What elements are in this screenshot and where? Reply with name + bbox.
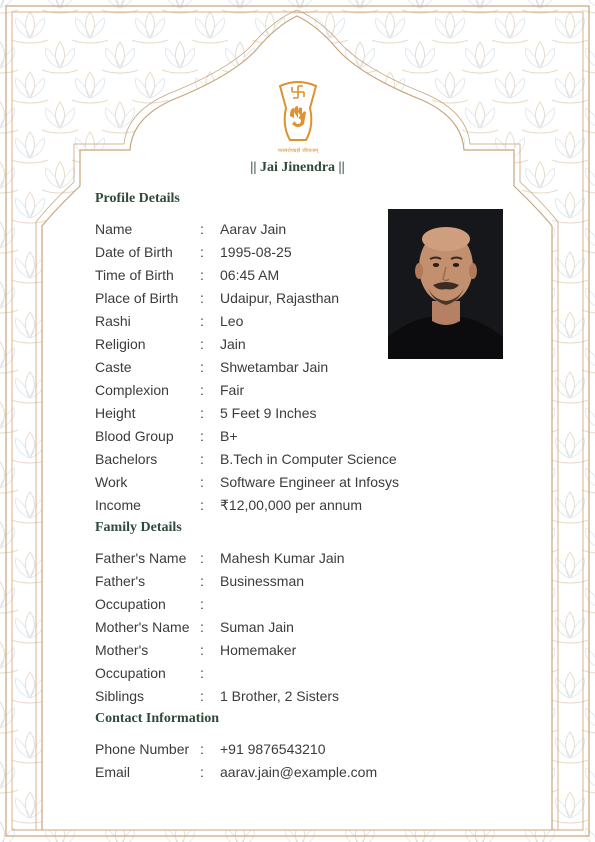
row-separator: : — [200, 336, 204, 352]
row-label: Date of Birth — [95, 244, 173, 260]
row-value: Software Engineer at Infosys — [220, 474, 399, 490]
profile-details-title: Profile Details — [95, 191, 180, 206]
family-details-title: Family Details — [95, 520, 182, 535]
row-label: Religion — [95, 336, 146, 352]
row-separator: : — [200, 267, 204, 283]
row-label: Height — [95, 405, 136, 421]
row-separator: : — [200, 573, 204, 589]
row-label: Name — [95, 221, 133, 237]
row-value: Businessman — [220, 573, 305, 589]
row-value: aarav.jain@example.com — [220, 764, 378, 780]
row-separator: : — [200, 405, 204, 421]
row-label: Mother's Name — [95, 619, 190, 635]
row-label: Phone Number — [95, 741, 190, 757]
row-label: Email — [95, 764, 131, 780]
row-value: 5 Feet 9 Inches — [220, 405, 317, 421]
row-label: Father's Name — [95, 550, 187, 566]
row-value: Udaipur, Rajasthan — [220, 290, 340, 306]
row-label: Siblings — [95, 688, 145, 704]
row-label: Income — [95, 497, 141, 513]
portrait-illustration — [388, 209, 503, 359]
row-value: B.Tech in Computer Science — [220, 451, 397, 467]
row-separator: : — [200, 290, 204, 306]
row-separator: : — [200, 619, 204, 635]
profile-photo — [388, 209, 503, 359]
row-separator: : — [200, 665, 204, 681]
row-value: 1995-08-25 — [220, 244, 292, 260]
row-value: Aarav Jain — [220, 221, 287, 237]
row-value: Fair — [220, 382, 245, 398]
row-separator: : — [200, 313, 204, 329]
row-separator: : — [200, 244, 204, 260]
row-label: Occupation — [95, 665, 166, 681]
row-label: Time of Birth — [95, 267, 174, 283]
row-label: Blood Group — [95, 428, 174, 444]
emblem-caption: परस्परोपग्रहो जीवानाम् — [277, 148, 319, 154]
row-value: 1 Brother, 2 Sisters — [220, 688, 340, 704]
row-value: +91 9876543210 — [220, 741, 326, 757]
row-separator: : — [200, 688, 204, 704]
row-label: Place of Birth — [95, 290, 179, 306]
row-separator: : — [200, 221, 204, 237]
row-label: Complexion — [95, 382, 169, 398]
row-value: 06:45 AM — [220, 267, 280, 283]
header-title: || Jai Jinendra || — [250, 160, 345, 175]
row-value: Leo — [220, 313, 244, 329]
row-value: Mahesh Kumar Jain — [220, 550, 345, 566]
row-value: ₹12,00,000 per annum — [220, 497, 363, 513]
row-value: Homemaker — [220, 642, 297, 658]
row-label: Occupation — [95, 596, 166, 612]
row-separator: : — [200, 382, 204, 398]
row-value: Jain — [220, 336, 246, 352]
row-separator: : — [200, 451, 204, 467]
row-value: Shwetambar Jain — [220, 359, 329, 375]
row-value: Suman Jain — [220, 619, 294, 635]
row-separator: : — [200, 474, 204, 490]
row-separator: : — [200, 764, 204, 780]
jain-emblem-icon — [270, 78, 326, 158]
row-label: Caste — [95, 359, 132, 375]
row-separator: : — [200, 596, 204, 612]
row-label: Father's — [95, 573, 146, 589]
row-label: Bachelors — [95, 451, 158, 467]
row-separator: : — [200, 741, 204, 757]
row-value: B+ — [220, 428, 238, 444]
row-separator: : — [200, 497, 204, 513]
row-separator: : — [200, 642, 204, 658]
row-label: Work — [95, 474, 128, 490]
row-label: Mother's — [95, 642, 149, 658]
row-separator: : — [200, 359, 204, 375]
row-separator: : — [200, 550, 204, 566]
row-separator: : — [200, 428, 204, 444]
row-label: Rashi — [95, 313, 131, 329]
contact-information-title: Contact Information — [95, 711, 220, 726]
